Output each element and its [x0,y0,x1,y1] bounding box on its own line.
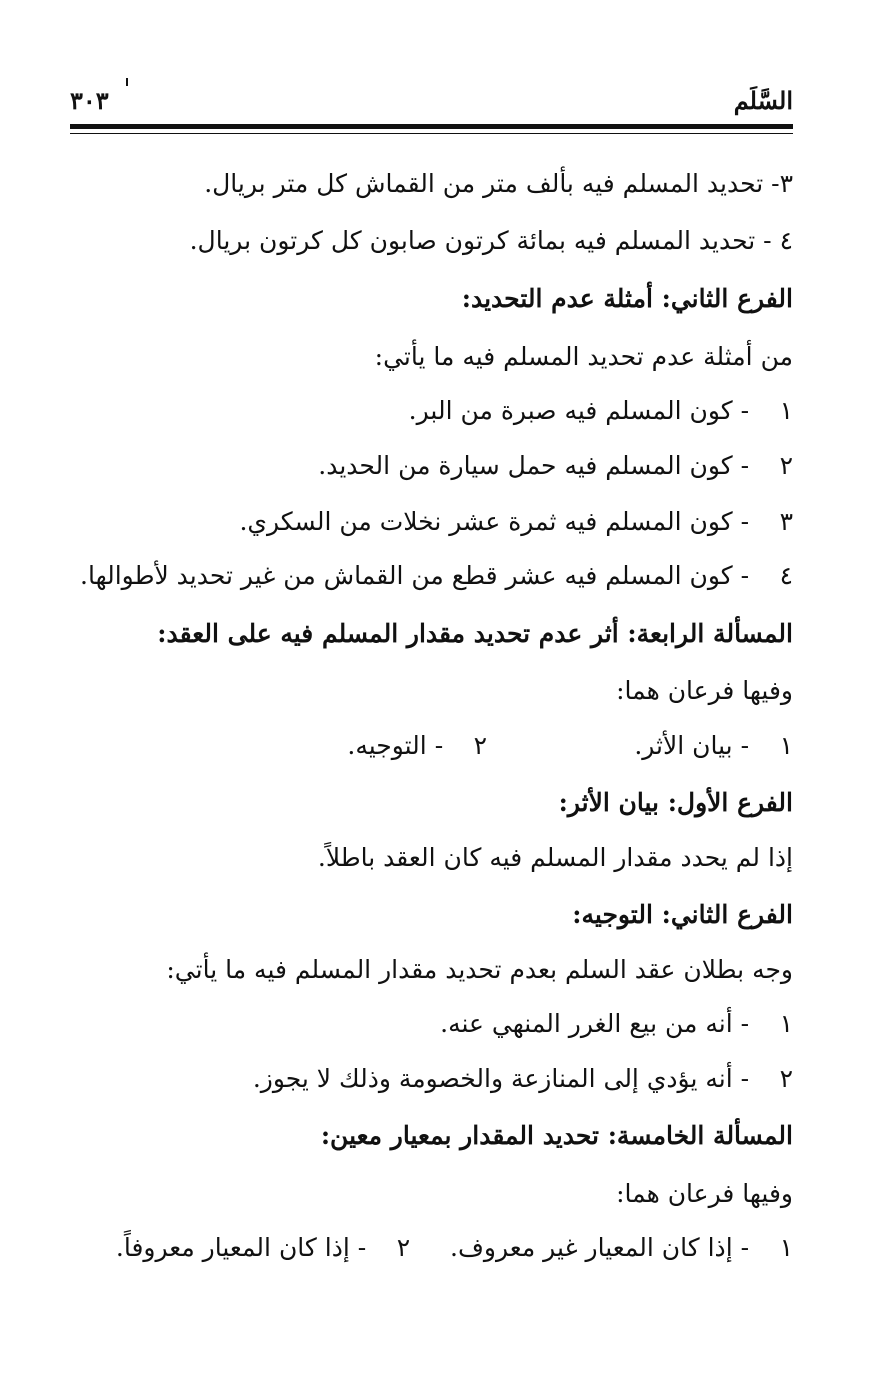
list-number: ١ [779,731,793,760]
section-heading: المسألة الخامسة: تحديد المقدار بمعيار معين: [320,1121,793,1150]
list-number: ١ [779,396,793,425]
list-text: - كون المسلم فيه عشر قطع من القماش من غير تحديد لأطوالها. [80,561,750,590]
list-number: ١ [779,1009,793,1038]
page-number: ٣٠٣ [70,86,109,115]
list-number: ٢ [396,1233,411,1262]
list-text: - كون المسلم فيه حمل سيارة من الحديد. [318,451,750,480]
list-item [613,728,793,764]
list-item [318,448,793,484]
paragraph-line: وجه بطلان عقد السلم بعدم تحديد مقدار المسلم فيه ما يأتي: [166,955,793,984]
list-text: - بيان الأثر. [634,731,750,760]
list-number: ٢ [779,451,793,480]
list-number: ٢ [473,731,488,760]
running-title: السَّلَم [733,86,793,115]
paragraph-line: ٣- تحديد المسلم فيه بألف متر من القماش كل متر بريال. [204,169,793,198]
paragraph-line: من أمثلة عدم تحديد المسلم فيه ما يأتي: [374,342,793,371]
paragraph-line: وفيها فرعان هما: [616,676,793,705]
list-text: - التوجيه. [347,731,444,760]
list-number: ٢ [779,1064,793,1093]
decorative-tick [126,78,128,86]
list-text: - إذا كان المعيار غير معروف. [450,1233,750,1262]
section-heading: المسألة الرابعة: أثر عدم تحديد مقدار المسلم فيه على العقد: [157,619,793,648]
list-number: ٣ [779,507,793,536]
list-item [116,1230,410,1266]
two-column-list [116,1230,793,1266]
list-item [80,558,793,594]
two-column-list [347,728,793,764]
list-item [450,1230,793,1266]
section-heading: الفرع الثاني: التوجيه: [572,900,793,929]
list-item [440,1006,793,1042]
header-rule-thick [70,124,793,129]
section-heading: الفرع الأول: بيان الأثر: [558,788,793,817]
header-rule-thin [70,133,793,134]
page-header [70,78,793,128]
paragraph-line: إذا لم يحدد مقدار المسلم فيه كان العقد باطلاً. [317,843,793,872]
list-text: - أنه من بيع الغرر المنهي عنه. [440,1009,750,1038]
list-item [239,504,793,540]
paragraph-line: ٤ - تحديد المسلم فيه بمائة كرتون صابون كل كرتون بريال. [189,226,793,255]
section-heading: الفرع الثاني: أمثلة عدم التحديد: [461,284,793,313]
list-text: - إذا كان المعيار معروفاً. [115,1233,367,1262]
paragraph-line: وفيها فرعان هما: [616,1179,793,1208]
list-item [253,1061,793,1097]
list-text: - كون المسلم فيه صبرة من البر. [408,396,750,425]
list-number: ٤ [779,561,793,590]
list-number: ١ [779,1233,793,1262]
list-item [409,393,793,429]
list-text: - كون المسلم فيه ثمرة عشر نخلات من السكري. [239,507,750,536]
list-text: - أنه يؤدي إلى المنازعة والخصومة وذلك لا يجوز. [252,1064,750,1093]
list-item [347,728,487,764]
